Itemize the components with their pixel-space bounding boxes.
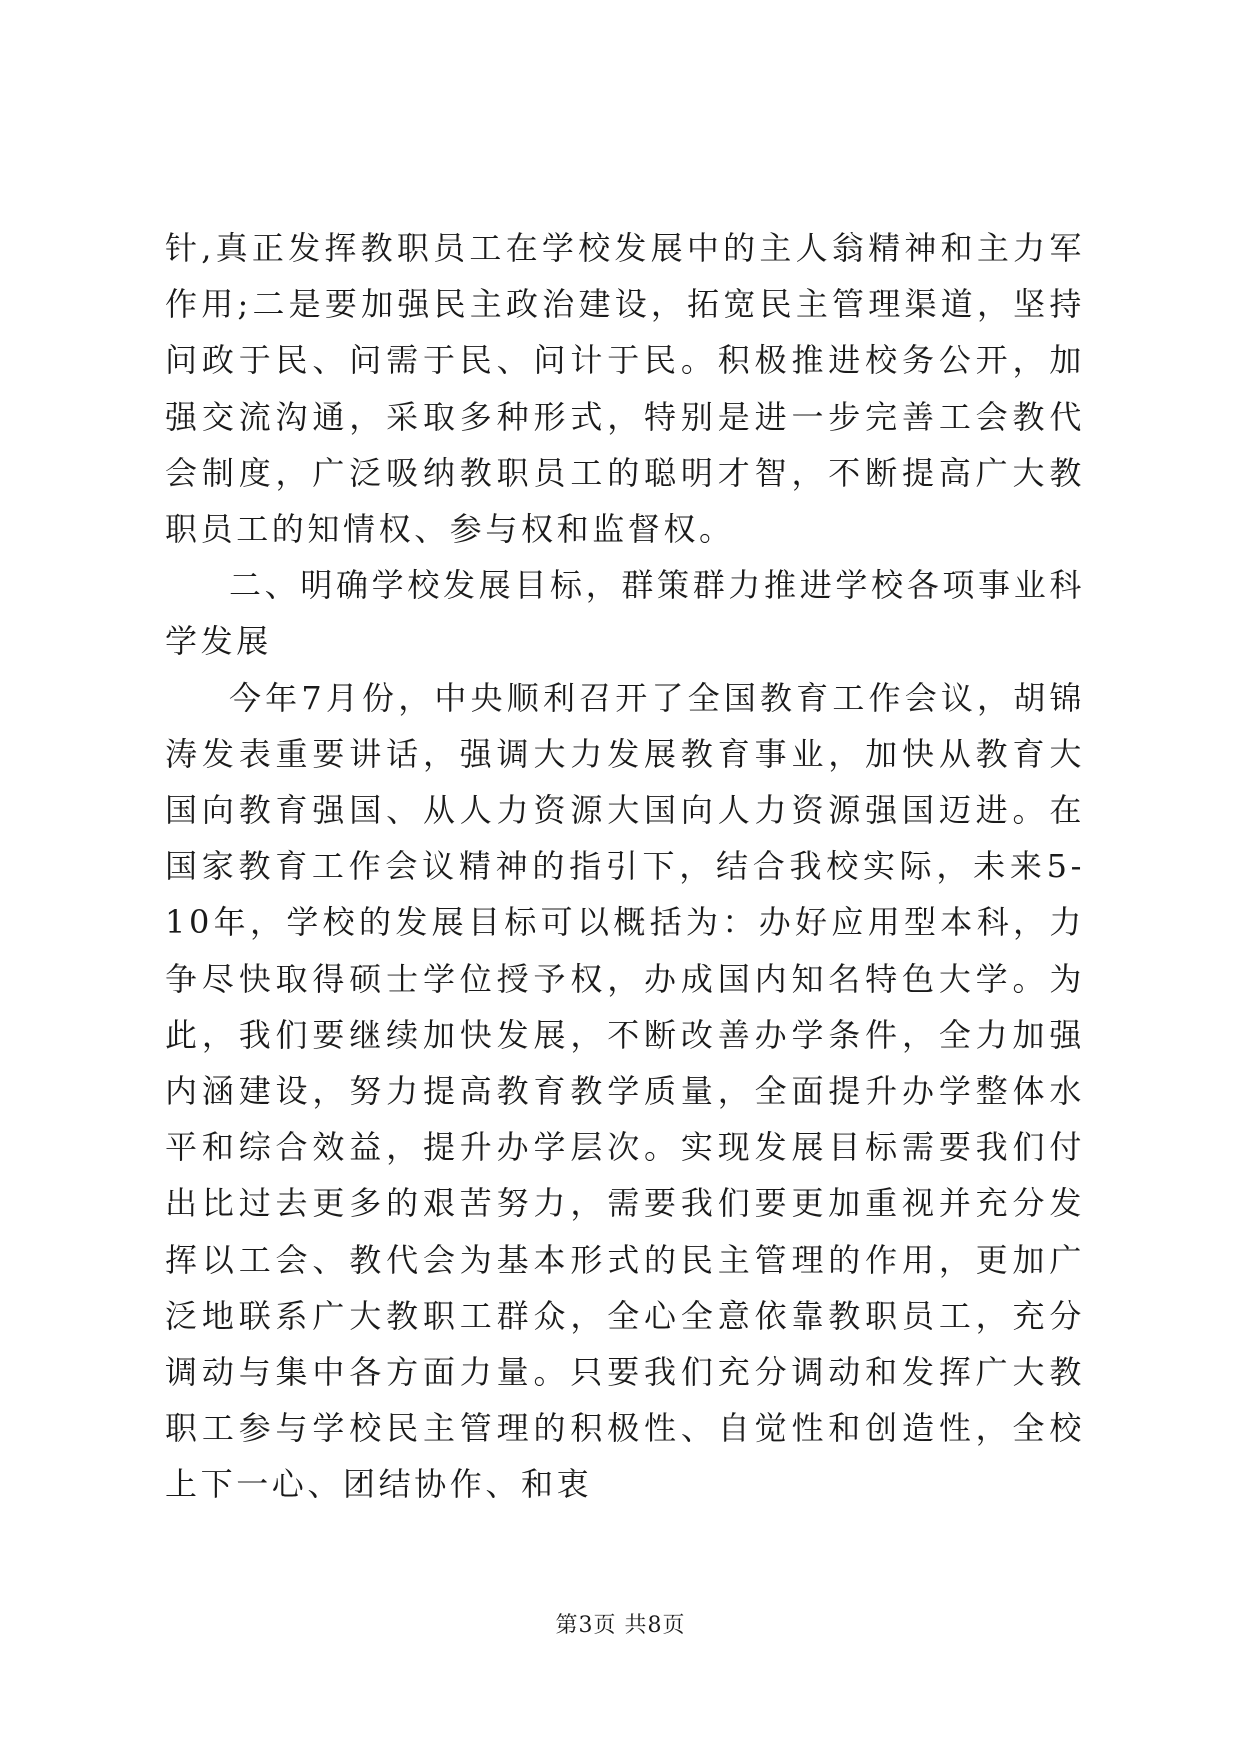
page-number-footer: 第3页 共8页 (555, 1613, 686, 1638)
paragraph-1: 针,真正发挥教职员工在学校发展中的主人翁精神和主力军作用;二是要加强民主政治建设，拓宽民主管理渠道，坚持问政于民、问需于民、问计于民。积极推进校务公开，加强交流沟通，采取多种形式，特别是进一步完善工会教代会制度，广泛吸纳教职员工的聪明才智，不断提高广大教职员工的知情权、参与权和监督权。 (165, 229, 1085, 549)
document-body (165, 220, 1085, 1513)
paragraph-3: 今年7月份，中央顺利召开了全国教育工作会议，胡锦涛发表重要讲话，强调大力发展教育事业，加快从教育大国向教育强国、从人力资源大国向人力资源强国迈进。在国家教育工作会议精神的指引下，结合我校实际，未来5-10年，学校的发展目标可以概括为：办好应用型本科，力争尽快取得硕士学位授予权，办成国内知名特色大学。为此，我们要继续加快发展，不断改善办学条件，全力加强内涵建设，努力提高教育教学质量，全面提升办学整体水平和综合效益，提升办学层次。实现发展目标需要我们付出比过去更多的艰苦努力，需要我们要更加重视并充分发挥以工会、教代会为基本形式的民主管理的作用，更加广泛地联系广大教职工群众，全心全意依靠教职员工，充分调动与集中各方面力量。只要我们充分调动和发挥广大教职工参与学校民主管理的积极性、自觉性和创造性，全校上下一心、团结协作、和衷 (165, 678, 1085, 1504)
section-heading-2: 二、明确学校发展目标，群策群力推进学校各项事业科学发展 (165, 566, 1085, 661)
